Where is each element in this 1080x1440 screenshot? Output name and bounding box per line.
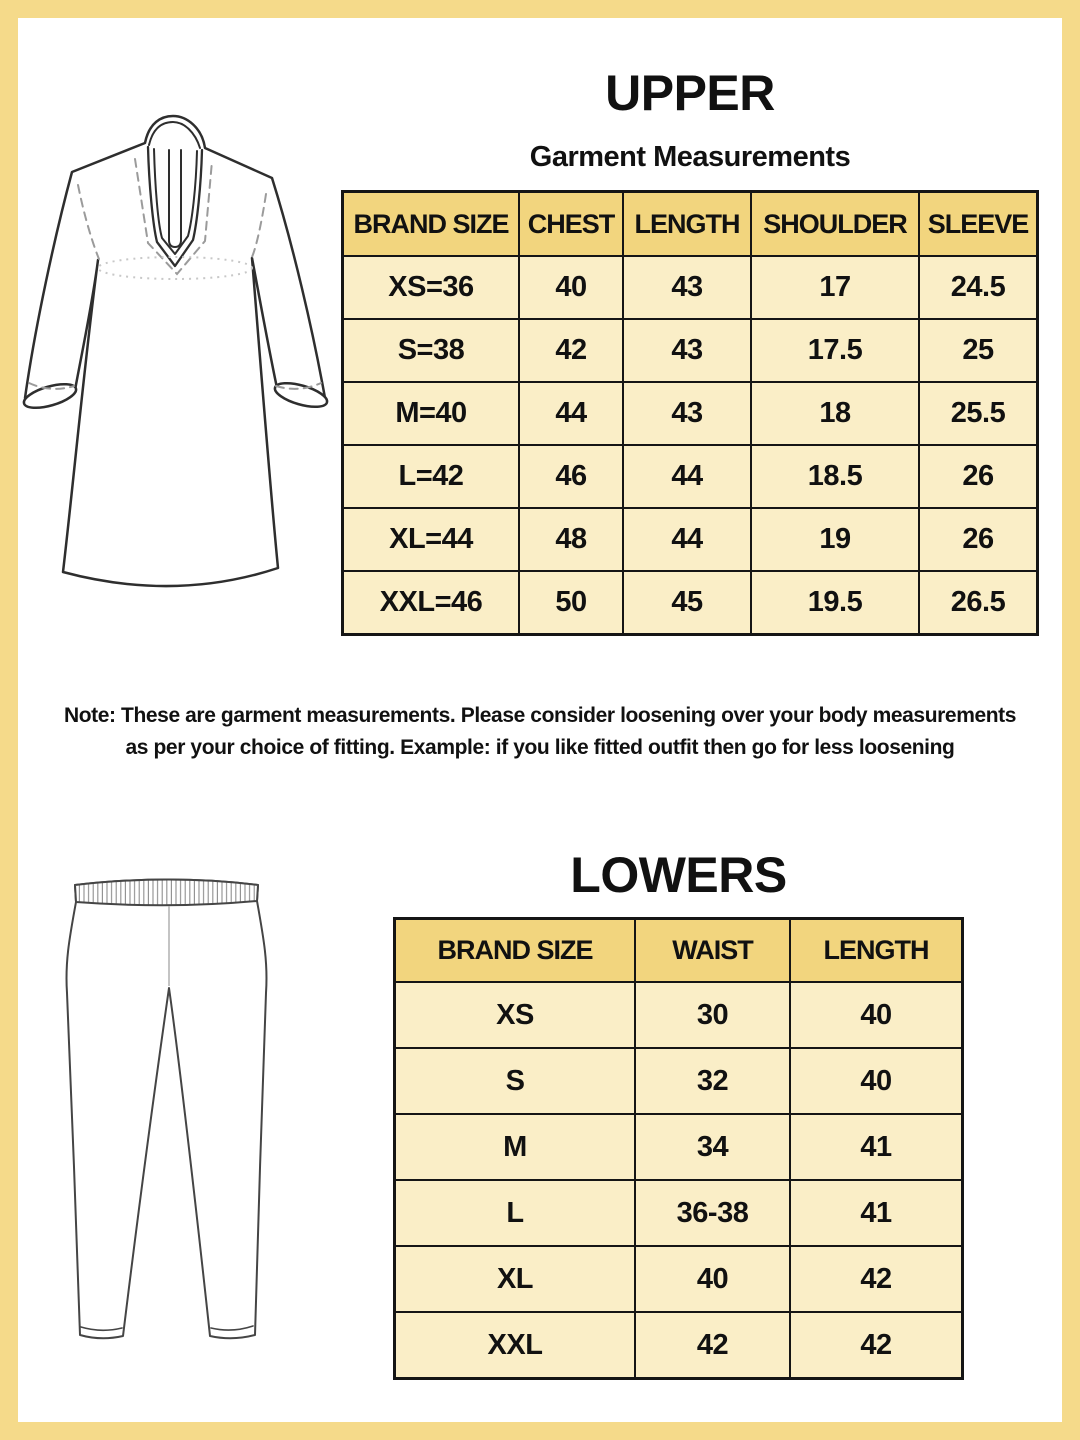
measurement-cell: 25.5 [920, 383, 1036, 444]
measurement-cell: 44 [624, 509, 750, 570]
size-cell: XS [396, 983, 634, 1047]
header-cell-shoulder: SHOULDER [752, 193, 918, 255]
measurement-cell: 40 [636, 1247, 789, 1311]
leggings-illustration [45, 865, 280, 1360]
measurement-cell: 42 [791, 1247, 961, 1311]
measurement-cell: 46 [520, 446, 622, 507]
measurement-cell: 42 [791, 1313, 961, 1377]
measurement-cell: 41 [791, 1181, 961, 1245]
measurement-note [40, 700, 1040, 764]
header-cell-brand-size: BRAND SIZE [396, 920, 634, 981]
measurement-cell: 26 [920, 446, 1036, 507]
size-cell: L=42 [344, 446, 518, 507]
measurement-cell: 50 [520, 572, 622, 633]
measurement-cell: 30 [636, 983, 789, 1047]
measurement-cell: 36-38 [636, 1181, 789, 1245]
kurta-body-outline [25, 116, 325, 586]
lowers-size-table [393, 917, 964, 1380]
measurement-cell: 44 [624, 446, 750, 507]
upper-section-subtitle: Garment Measurements [529, 141, 851, 173]
measurement-cell: 19 [752, 509, 918, 570]
header-cell-length: LENGTH [624, 193, 750, 255]
upper-section-title: UPPER [605, 65, 775, 121]
upper-size-table [341, 190, 1039, 636]
leggings-outline [66, 880, 266, 1339]
measurement-cell: 43 [624, 320, 750, 381]
size-cell: S=38 [344, 320, 518, 381]
lowers-section-title: LOWERS [570, 847, 787, 903]
size-cell: M=40 [344, 383, 518, 444]
measurement-cell: 25 [920, 320, 1036, 381]
size-cell: M [396, 1115, 634, 1179]
measurement-cell: 40 [791, 983, 961, 1047]
measurement-cell: 26.5 [920, 572, 1036, 633]
measurement-cell: 32 [636, 1049, 789, 1113]
size-cell: XXL=46 [344, 572, 518, 633]
measurement-cell: 45 [624, 572, 750, 633]
size-cell: L [396, 1181, 634, 1245]
header-cell-waist: WAIST [636, 920, 789, 981]
header-cell-chest: CHEST [520, 193, 622, 255]
header-cell-sleeve: SLEEVE [920, 193, 1036, 255]
measurement-cell: 43 [624, 383, 750, 444]
measurement-cell: 24.5 [920, 257, 1036, 318]
measurement-cell: 42 [520, 320, 622, 381]
measurement-cell: 17 [752, 257, 918, 318]
measurement-cell: 48 [520, 509, 622, 570]
measurement-cell: 44 [520, 383, 622, 444]
measurement-cell: 42 [636, 1313, 789, 1377]
note-line-2: as per your choice of fitting. Example: if you like fitted outfit then go for less loosening [125, 736, 955, 759]
measurement-cell: 26 [920, 509, 1036, 570]
note-line-1: Note: These are garment measurements. Please consider loosening over your body measurements [63, 704, 1017, 727]
measurement-cell: 19.5 [752, 572, 918, 633]
size-cell: S [396, 1049, 634, 1113]
measurement-cell: 34 [636, 1115, 789, 1179]
measurement-cell: 40 [791, 1049, 961, 1113]
header-cell-length: LENGTH [791, 920, 961, 981]
measurement-cell: 40 [520, 257, 622, 318]
size-cell: XXL [396, 1313, 634, 1377]
measurement-cell: 18 [752, 383, 918, 444]
size-cell: XL=44 [344, 509, 518, 570]
measurement-cell: 43 [624, 257, 750, 318]
size-cell: XL [396, 1247, 634, 1311]
measurement-cell: 17.5 [752, 320, 918, 381]
measurement-cell: 41 [791, 1115, 961, 1179]
measurement-cell: 18.5 [752, 446, 918, 507]
header-cell-brand-size: BRAND SIZE [344, 193, 518, 255]
leggings-waistband [75, 880, 258, 906]
kurta-illustration [15, 95, 345, 605]
size-cell: XS=36 [344, 257, 518, 318]
